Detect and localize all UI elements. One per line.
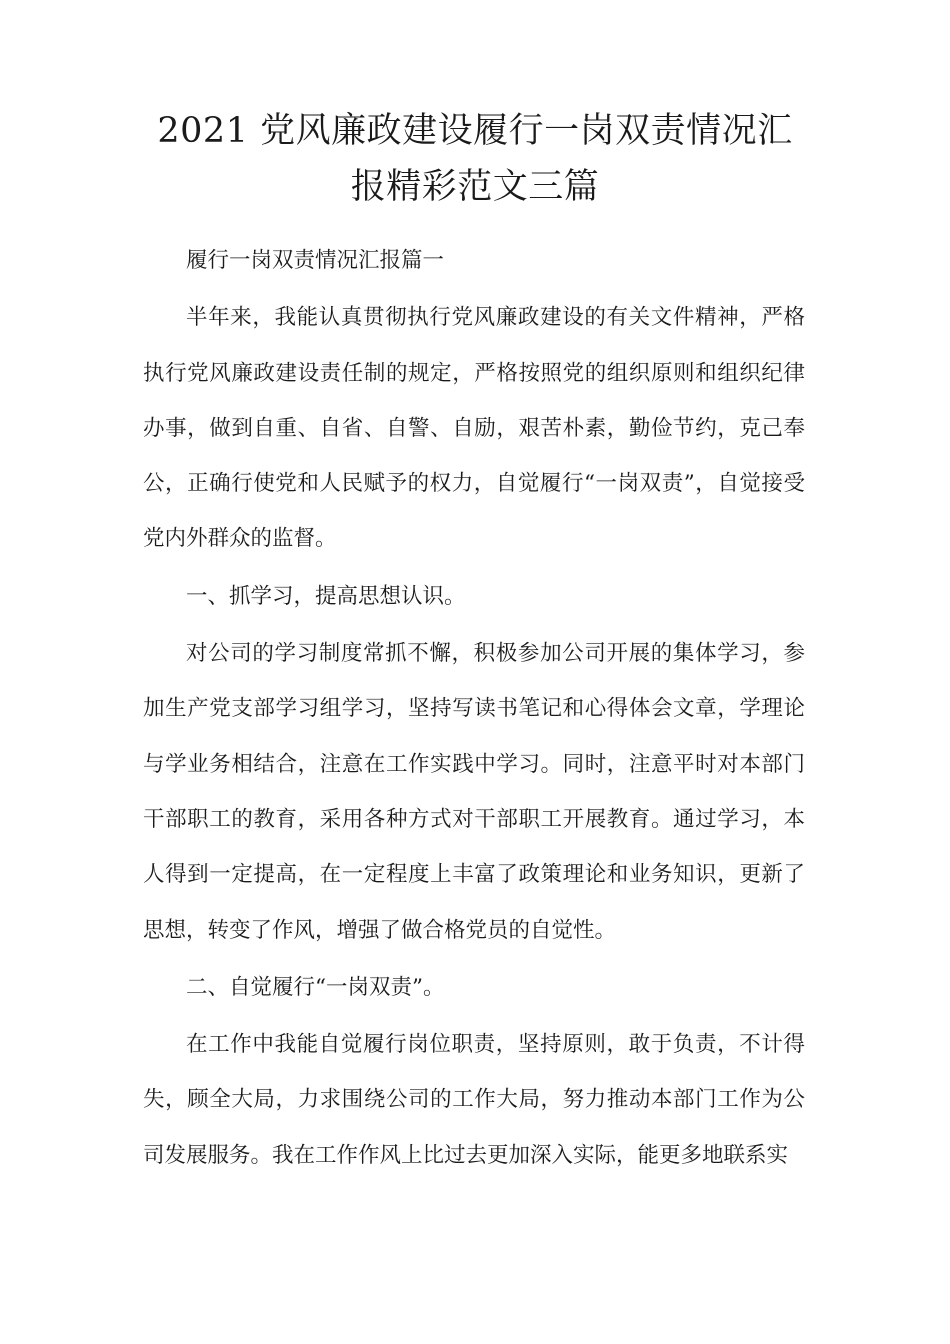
document-body: [143, 233, 805, 1185]
document-title: [130, 103, 820, 215]
section-heading-study: 一、抓学习，提高思想认识。: [186, 583, 466, 609]
section-heading-part-one: 履行一岗双责情况汇报篇一: [186, 248, 445, 273]
section-heading-duties: 二、自觉履行“一岗双责”。: [186, 974, 445, 1000]
study-paragraph: 对公司的学习制度常抓不懈，积极参加公司开展的集体学习，参加生产党支部学习组学习，坚持写读书笔记和心得体会文章，学理论与学业务相结合，注意在工作实践中学习。同时，注意平时对本部门干部职工的教育，采用各种方式对干部职工开展教育。通过学习，本人得到一定提高，在一定程度上丰富了政策理论和业务知识，更新了思想，转变了作风，增强了做合格党员的自觉性。: [143, 641, 805, 943]
intro-paragraph: 半年来，我能认真贯彻执行党风廉政建设的有关文件精神，严格执行党风廉政建设责任制的规定，严格按照党的组织原则和组织纪律办事，做到自重、自省、自警、自励，艰苦朴素，勤俭节约，克己奉公，正确行使党和人民赋予的权力，自觉履行“一岗双责”，自觉接受党内外群众的监督。: [143, 305, 805, 552]
document-title-line-1: 2021 党风廉政建设履行一岗双责情况汇: [157, 111, 793, 151]
duties-paragraph: 在工作中我能自觉履行岗位职责，坚持原则，敢于负责，不计得失，顾全大局，力求围绕公司的工作大局，努力推动本部门工作为公司发展服务。我在工作作风上比过去更加深入实际，能更多地联系实: [143, 1032, 805, 1168]
document-title-line-2: 报精彩范文三篇: [350, 167, 600, 207]
